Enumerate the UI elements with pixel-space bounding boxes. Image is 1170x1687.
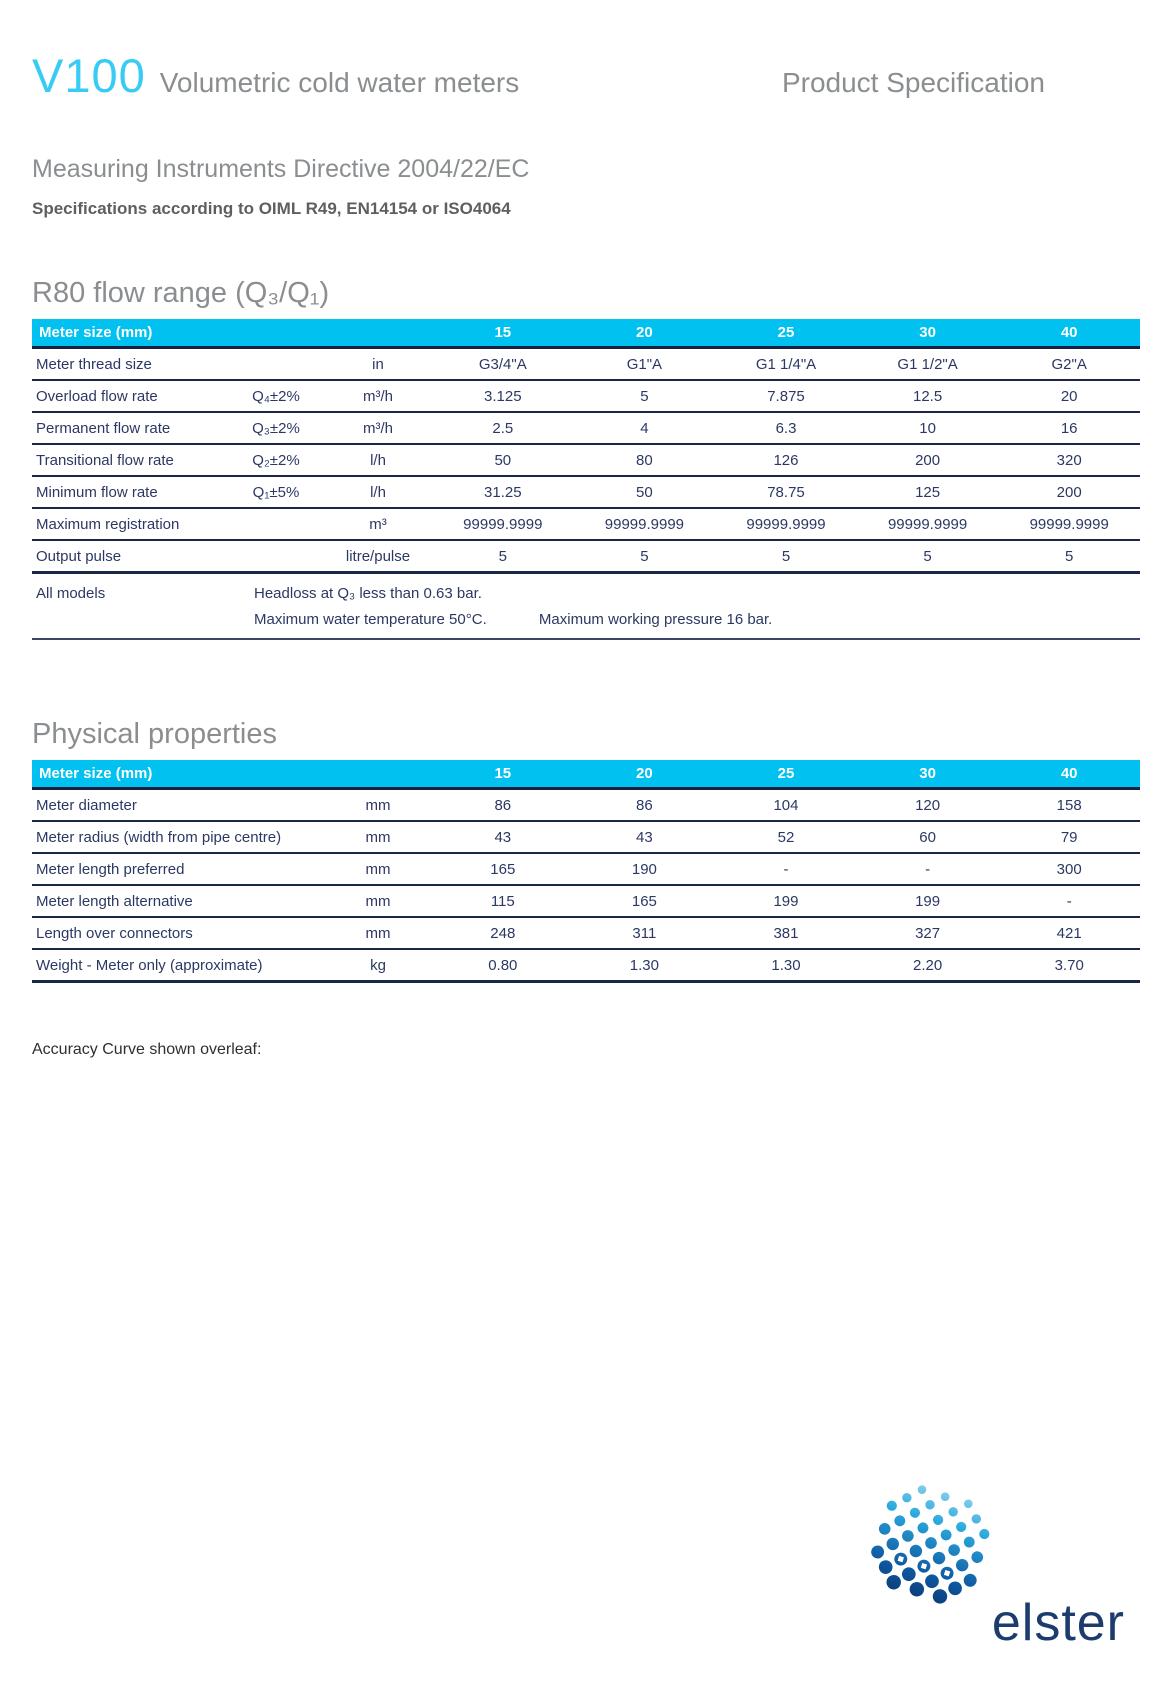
row-label: Transitional flow rate	[36, 451, 174, 469]
physical-properties-table	[32, 760, 1140, 983]
row-label: Weight - Meter only (approximate)	[36, 956, 263, 974]
size-column-header: 25	[777, 765, 795, 782]
cell-value: 3.125	[484, 387, 522, 405]
max-pressure-note: Maximum working pressure 16 bar.	[538, 611, 773, 628]
cell-value: 1.30	[629, 956, 659, 974]
document-header	[32, 0, 1140, 103]
cell-value: 327	[915, 924, 941, 942]
cell-value: 190	[631, 860, 657, 878]
cell-value: 99999.9999	[746, 515, 826, 533]
cell-value: 5	[640, 387, 649, 405]
cell-value: 31.25	[484, 483, 522, 501]
cell-value: 5	[640, 547, 649, 565]
table-header-label: Meter size (mm)	[39, 324, 153, 341]
row-unit: mm	[365, 924, 391, 942]
cell-value: 99999.9999	[463, 515, 543, 533]
row-unit: l/h	[370, 483, 386, 501]
row-unit: mm	[365, 828, 391, 846]
row-label: Overload flow rate	[36, 387, 158, 405]
cell-value: 99999.9999	[604, 515, 685, 533]
row-label: Meter length alternative	[36, 892, 193, 910]
row-unit: mm	[365, 860, 391, 878]
all-models-footnote	[32, 574, 1140, 640]
row-unit: mm	[365, 892, 391, 910]
table-row	[32, 349, 1140, 381]
row-unit: l/h	[370, 451, 386, 469]
specs-standards-line: Specifications according to OIML R49, EN14154 or ISO4064	[32, 199, 511, 218]
cell-value: -	[783, 860, 789, 878]
cell-value: 165	[631, 892, 657, 910]
flow-range-section-title: R80 flow range (Q₃/Q₁)	[32, 277, 330, 309]
size-column-header: 30	[919, 324, 936, 341]
cell-value: 5	[923, 547, 932, 565]
cell-value: 86	[636, 796, 653, 814]
row-unit: m³/h	[363, 387, 393, 405]
cell-value: 3.70	[1054, 956, 1084, 974]
table-row	[32, 918, 1140, 950]
cell-value: G1 1/2"A	[897, 355, 958, 373]
row-unit: kg	[370, 956, 386, 974]
row-unit: litre/pulse	[345, 547, 411, 565]
cell-value: 199	[915, 892, 941, 910]
table-row	[32, 886, 1140, 918]
row-unit: mm	[365, 796, 391, 814]
row-q-notation: Q₁±5%	[252, 483, 300, 501]
brand-name: elster	[991, 1594, 1125, 1652]
cell-value: 104	[773, 796, 799, 814]
size-column-header: 30	[919, 765, 936, 782]
cell-value: 381	[773, 924, 799, 942]
row-label: Meter length preferred	[36, 860, 185, 878]
table-row	[32, 790, 1140, 822]
elster-logo-icon	[867, 1479, 995, 1607]
cell-value: 99999.9999	[887, 515, 968, 533]
table-row	[32, 509, 1140, 541]
cell-value: 2.5	[492, 419, 514, 437]
table-row	[32, 541, 1140, 574]
cell-value: 5	[781, 547, 791, 565]
size-column-header: 20	[636, 324, 653, 341]
table-row	[32, 854, 1140, 886]
cell-value: 80	[636, 451, 653, 469]
cell-value: 165	[490, 860, 516, 878]
product-name: Volumetric cold water meters	[159, 67, 520, 98]
cell-value: 43	[494, 828, 512, 846]
cell-value: 12.5	[912, 387, 943, 405]
flow-range-table	[32, 319, 1140, 640]
row-label: Output pulse	[36, 547, 122, 565]
cell-value: 311	[632, 924, 657, 942]
row-label: Minimum flow rate	[36, 483, 158, 501]
cell-value: G2"A	[1051, 355, 1087, 373]
cell-value: 50	[494, 451, 512, 469]
cell-value: 50	[636, 483, 653, 501]
cell-value: G1"A	[626, 355, 663, 373]
row-label: Maximum registration	[36, 515, 180, 533]
cell-value: 1.30	[771, 956, 801, 974]
row-label: Permanent flow rate	[36, 419, 171, 437]
accuracy-curve-note: Accuracy Curve shown overleaf:	[32, 1041, 262, 1058]
cell-value: 78.75	[767, 483, 805, 501]
cell-value: 126	[773, 451, 799, 469]
table-row	[32, 381, 1140, 413]
row-unit: in	[372, 355, 384, 373]
product-code: V100	[32, 49, 146, 102]
cell-value: 0.80	[488, 956, 518, 974]
physical-table-header-row	[32, 760, 1140, 790]
cell-value: 2.20	[912, 956, 943, 974]
cell-value: 43	[636, 828, 653, 846]
row-q-notation: Q₄±2%	[252, 387, 300, 405]
row-label: Length over connectors	[36, 924, 193, 942]
cell-value: 158	[1056, 796, 1082, 814]
cell-value: 115	[490, 892, 515, 910]
cell-value: 248	[490, 924, 516, 942]
cell-value: 200	[915, 451, 941, 469]
cell-value: 20	[1060, 387, 1078, 405]
cell-value: -	[1066, 892, 1072, 910]
cell-value: 60	[919, 828, 936, 846]
cell-value: 5	[498, 547, 507, 565]
cell-value: 200	[1056, 483, 1082, 501]
table-row	[32, 822, 1140, 854]
table-row	[32, 477, 1140, 509]
size-column-header: 40	[1060, 324, 1078, 341]
cell-value: -	[925, 860, 931, 878]
doc-type-title: Product Specification	[781, 67, 1045, 98]
elster-brand-mark	[867, 1479, 1125, 1652]
cell-value: G3/4"A	[478, 355, 527, 373]
size-column-header: 25	[777, 324, 795, 341]
cell-value: 125	[915, 483, 941, 501]
cell-value: 320	[1056, 451, 1082, 469]
cell-value: 86	[494, 796, 512, 814]
row-label: Meter thread size	[36, 355, 152, 373]
cell-value: G1 1/4"A	[755, 355, 817, 373]
flow-table-header-row	[32, 319, 1140, 349]
table-row	[32, 413, 1140, 445]
size-column-header: 40	[1060, 765, 1078, 782]
cell-value: 79	[1060, 828, 1078, 846]
cell-value: 52	[777, 828, 795, 846]
cell-value: 6.3	[775, 419, 797, 437]
row-label: Meter radius (width from pipe centre)	[36, 828, 282, 846]
size-column-header: 20	[636, 765, 653, 782]
row-unit: m³/h	[363, 419, 393, 437]
row-unit: m³	[369, 515, 387, 533]
cell-value: 120	[915, 796, 941, 814]
cell-value: 7.875	[767, 387, 805, 405]
cell-value: 99999.9999	[1029, 515, 1109, 533]
physical-section-title: Physical properties	[32, 718, 277, 750]
directive-title: Measuring Instruments Directive 2004/22/EC	[32, 155, 530, 183]
row-q-notation: Q₂±2%	[252, 451, 300, 469]
max-temperature-note: Maximum water temperature 50°C.	[254, 611, 487, 628]
table-header-label: Meter size (mm)	[39, 765, 153, 782]
table-row	[32, 950, 1140, 983]
size-column-header: 15	[494, 765, 512, 782]
row-label: Meter diameter	[36, 796, 137, 814]
cell-value: 16	[1060, 419, 1078, 437]
cell-value: 10	[919, 419, 936, 437]
size-column-header: 15	[494, 324, 512, 341]
cell-value: 421	[1056, 924, 1082, 942]
headloss-note: Headloss at Q₃ less than 0.63 bar.	[254, 585, 482, 602]
table-row	[32, 445, 1140, 477]
cell-value: 4	[640, 419, 649, 437]
cell-value: 5	[1065, 547, 1074, 565]
footnote-label: All models	[36, 585, 106, 602]
cell-value: 300	[1056, 860, 1082, 878]
row-q-notation: Q₃±2%	[252, 419, 300, 437]
cell-value: 199	[773, 892, 799, 910]
